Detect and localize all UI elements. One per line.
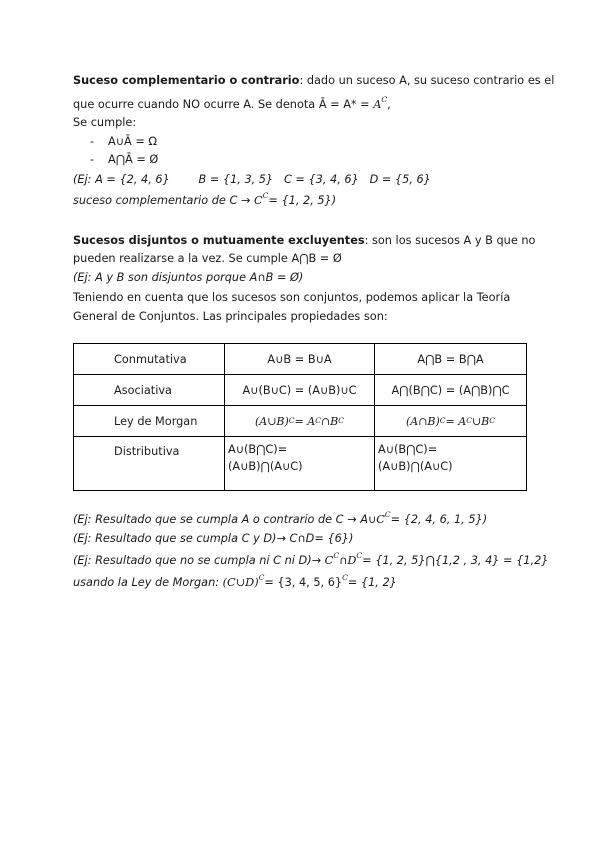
bullet-text-1: A∪Ā = Ω — [108, 135, 158, 148]
example-4-pre: usando la Ley de Morgan: — [73, 576, 223, 589]
bullet-text-2: A⋂Ā = Ø — [108, 153, 159, 166]
union-property — [225, 437, 374, 490]
set-theory-text-line-2: General de Conjuntos. Las principales propiedades son: — [73, 310, 388, 323]
example-line-3 — [73, 553, 548, 568]
example-line-4 — [73, 575, 397, 590]
morgan-union-eq: = A — [294, 414, 316, 428]
example-complement-post: = {1, 2, 5}) — [268, 194, 337, 207]
example-1-sup: C — [384, 510, 391, 519]
complement-text-1: : dado un suceso A, su suceso contrario es el — [299, 74, 555, 87]
morgan-union-op: ∩B — [320, 414, 339, 428]
disjoint-definition-line-2: pueden realizarse a la vez. Se cumple A⋂B = Ø — [73, 252, 342, 265]
example-3-d: D — [347, 554, 357, 567]
morgan-inter-op: ∪B — [471, 414, 490, 428]
example-1-pre: (Ej: Resultado que se cumpla A o contrario de C → A∪ — [73, 513, 377, 526]
distributive-union-line-2: (A∪B)⋂(A∪C) — [228, 460, 303, 473]
table-row — [74, 375, 527, 406]
example-4-sup: C — [258, 573, 265, 582]
union-property: A∪B = B∪A — [267, 352, 332, 366]
table-row — [74, 406, 527, 437]
example-1-base: C — [376, 513, 385, 526]
property-name — [74, 437, 224, 490]
intersection-property — [375, 437, 526, 490]
example-complement-base: C — [253, 194, 263, 207]
example-3-mid: ∩ — [339, 554, 348, 567]
property-name: Ley de Morgan — [114, 414, 198, 428]
morgan-inter-eq: = A — [445, 414, 467, 428]
example-4-set: = {3, 4, 5, 6} — [264, 576, 343, 589]
intersection-property: (A∩B) C = A C ∪B C — [405, 414, 496, 428]
example-4-post: = {1, 2} — [347, 576, 397, 589]
example-1-post: = {2, 4, 6, 1, 5}) — [390, 513, 488, 526]
morgan-union-lhs: (A∪B) — [254, 414, 289, 428]
example-4-sup2: C — [342, 573, 348, 582]
disjoint-example-line: (Ej: A y B son disjuntos porque A∩B = Ø) — [73, 271, 304, 284]
distributive-union-line-1: A∪(B⋂C)= — [228, 443, 288, 456]
example-3-c: C — [324, 554, 334, 567]
example-complement-sup: C — [262, 191, 269, 200]
example-3-sup2: C — [356, 551, 363, 560]
example-line-2: (Ej: Resultado que se cumpla C y D)→ C∩D= {6}) — [73, 532, 354, 545]
example-complement-pre: suceso complementario de C → — [73, 194, 254, 207]
table-row — [74, 344, 527, 375]
distributive-inter-line-2: (A∪B)⋂(A∪C) — [378, 460, 453, 473]
example-complement-line — [73, 193, 336, 208]
union-property: A∪(B∪C) = (A∪B)∪C — [242, 383, 357, 397]
bullet-item-1: - A∪Ā = Ω — [90, 135, 158, 148]
example-3-pre: (Ej: Resultado que no se cumpla ni C ni D)→ — [73, 554, 325, 567]
disjoint-definition-line-1 — [73, 233, 535, 248]
table-row — [74, 437, 527, 491]
complement-notation-base: A — [373, 98, 382, 111]
complement-heading: Suceso complementario o contrario — [73, 74, 300, 87]
example-line-1 — [73, 512, 487, 527]
property-name: Asociativa — [114, 383, 172, 397]
set-theory-text-line-1: Teniendo en cuenta que los sucesos son conjuntos, podemos aplicar la Teoría — [73, 291, 511, 304]
properties-table — [73, 343, 527, 491]
property-name-text: Distributiva — [114, 445, 180, 458]
disjoint-heading: Sucesos disjuntos o mutuamente excluyentes — [73, 234, 365, 247]
distributive-inter-line-1: A∪(B⋂C)= — [378, 443, 438, 456]
example-3-sup1: C — [333, 551, 340, 560]
complement-text-2: que ocurre cuando NO ocurre A. Se denota Ā = A* = — [73, 98, 374, 111]
disjoint-text-1: : son los sucesos A y B que no — [364, 234, 536, 247]
example-sets-line: (Ej: A = {2, 4, 6} B = {1, 3, 5} C = {3, 4, 6} D = {5, 6} — [73, 173, 431, 186]
union-property: (A∪B) C = A C ∩B C — [254, 414, 345, 428]
property-name: Conmutativa — [114, 352, 187, 366]
complement-text-end: , — [387, 98, 391, 111]
complement-notation-sup: C — [381, 95, 388, 104]
example-3-post: = {1, 2, 5}⋂{1,2 , 3, 4} = {1,2} — [362, 554, 549, 567]
example-4-expr: (C∪D) — [222, 576, 259, 589]
intersection-property: A⋂B = B⋂A — [417, 352, 484, 366]
complement-definition-line-2 — [73, 97, 391, 112]
bullet-item-2: - A⋂Ā = Ø — [90, 153, 159, 166]
se-cumple-label: Se cumple: — [73, 116, 137, 129]
intersection-property: A⋂(B⋂C) = (A⋂B)⋂C — [391, 383, 510, 397]
morgan-inter-lhs: (A∩B) — [405, 414, 440, 428]
complement-definition-line-1 — [73, 73, 554, 88]
